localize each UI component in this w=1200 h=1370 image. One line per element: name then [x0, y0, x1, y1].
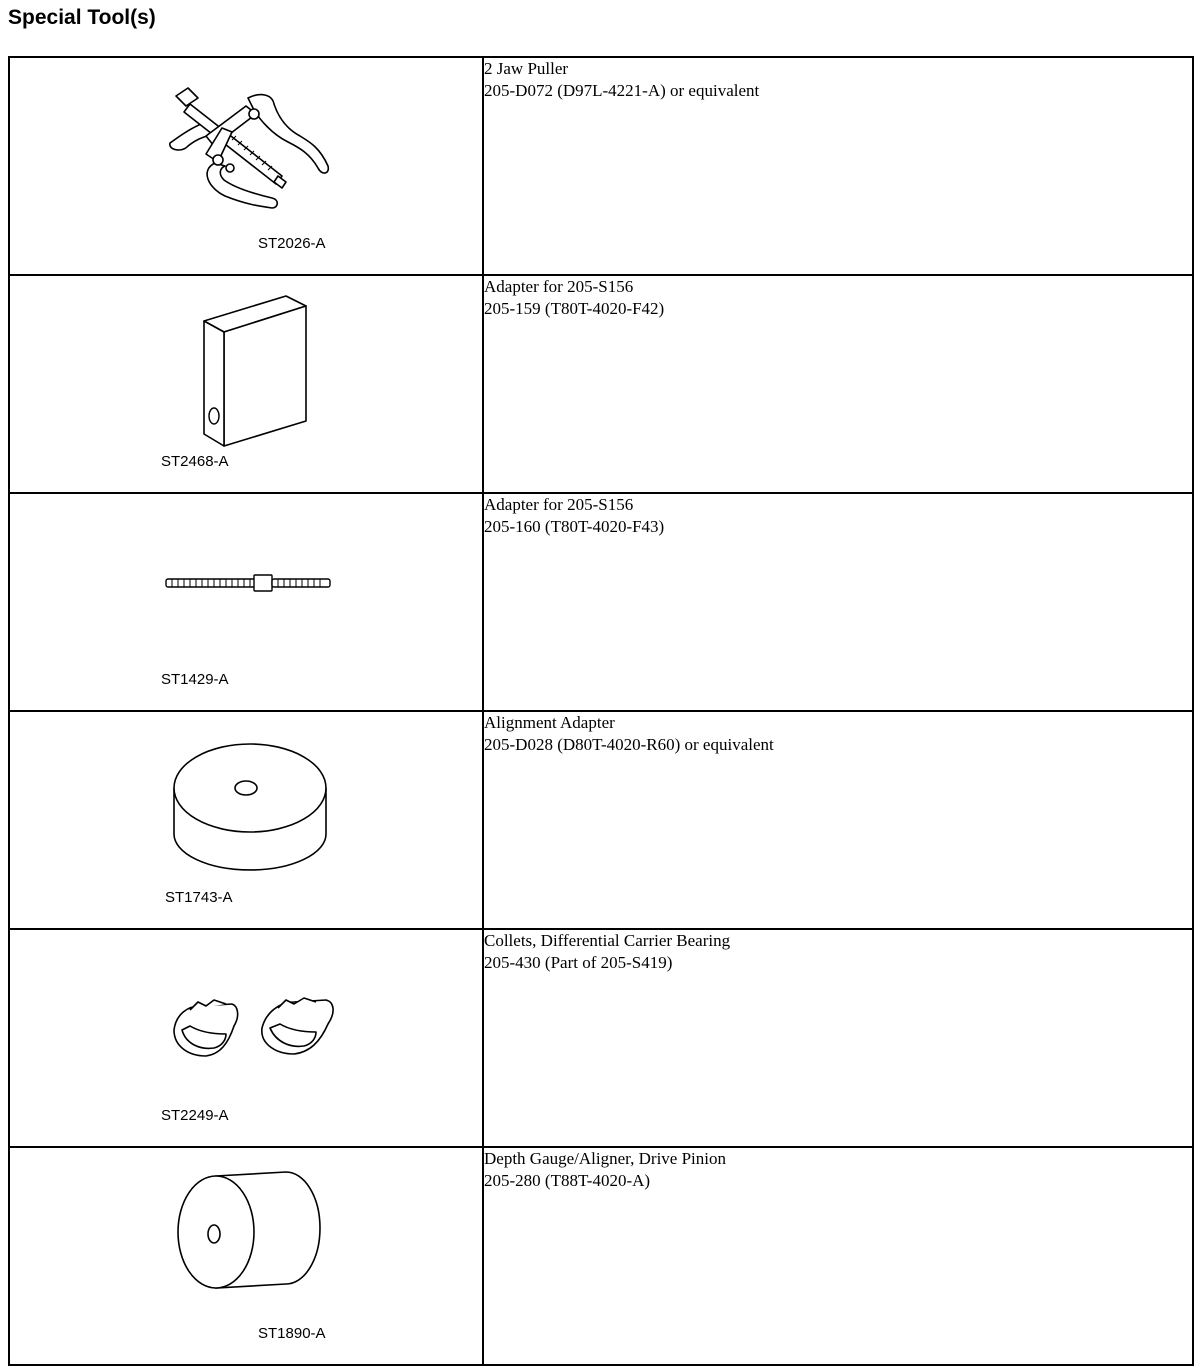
- page-title: Special Tool(s): [8, 6, 156, 29]
- tool-code: ST2026-A: [258, 235, 326, 252]
- tool-code: ST2249-A: [161, 1107, 229, 1124]
- table-row: [9, 275, 1193, 493]
- tool-description-cell: [483, 57, 1193, 275]
- tool-name: Collets, Differential Carrier Bearing: [484, 931, 731, 950]
- tool-code: ST1890-A: [258, 1325, 326, 1342]
- tool-code: ST1743-A: [165, 889, 233, 906]
- tool-description-cell: [483, 275, 1193, 493]
- tool-description-cell: [483, 493, 1193, 711]
- tool-number: 205-280 (T88T-4020-A): [484, 1171, 651, 1190]
- tool-description-cell: [483, 1147, 1193, 1365]
- disc-adapter-icon: [10, 712, 482, 926]
- tool-illustration-cell: [9, 57, 483, 275]
- threaded-rod-icon: [10, 494, 482, 708]
- tool-illustration-cell: [9, 711, 483, 929]
- tool-name: Depth Gauge/Aligner, Drive Pinion: [484, 1149, 726, 1168]
- depth-gauge-icon: [10, 1148, 482, 1362]
- table-row: [9, 1147, 1193, 1365]
- tool-name: Adapter for 205-S156: [484, 277, 634, 296]
- tool-description-cell: [483, 929, 1193, 1147]
- tool-illustration-cell: [9, 493, 483, 711]
- table-row: [9, 711, 1193, 929]
- jaw-puller-icon: [10, 58, 482, 272]
- tool-code: ST1429-A: [161, 671, 229, 688]
- table-row: [9, 929, 1193, 1147]
- table-row: [9, 493, 1193, 711]
- tool-name: Adapter for 205-S156: [484, 495, 634, 514]
- tool-number: 205-D028 (D80T-4020-R60) or equivalent: [484, 735, 774, 754]
- tool-number: 205-160 (T80T-4020-F43): [484, 517, 665, 536]
- tool-name: 2 Jaw Puller: [484, 59, 569, 78]
- block-adapter-icon: [10, 276, 482, 490]
- tool-illustration-cell: [9, 929, 483, 1147]
- special-tools-table: [8, 56, 1194, 1366]
- tool-description-cell: [483, 711, 1193, 929]
- collets-icon: [10, 930, 482, 1144]
- tool-number: 205-430 (Part of 205-S419): [484, 953, 673, 972]
- tool-number: 205-D072 (D97L-4221-A) or equivalent: [484, 81, 760, 100]
- tool-illustration-cell: [9, 1147, 483, 1365]
- table-row: [9, 57, 1193, 275]
- tool-illustration-cell: [9, 275, 483, 493]
- tool-number: 205-159 (T80T-4020-F42): [484, 299, 665, 318]
- tool-code: ST2468-A: [161, 453, 229, 470]
- tool-name: Alignment Adapter: [484, 713, 615, 732]
